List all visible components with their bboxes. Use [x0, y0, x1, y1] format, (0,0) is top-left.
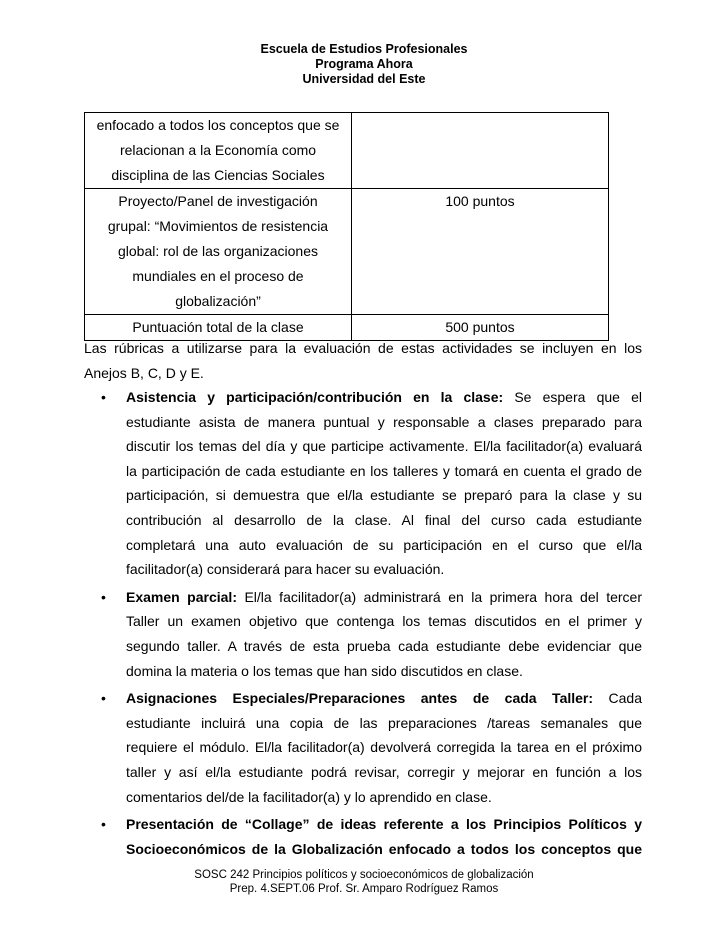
university-name: Universidad del Este — [302, 72, 426, 86]
item-text: El/la facilitador(a) administrará en la primera hora del tercer — [236, 588, 642, 605]
paragraph-line: Anejos B, C, D y E. — [84, 364, 204, 381]
list-item — [84, 686, 642, 809]
document-footer — [0, 868, 728, 896]
program-name: Programa Ahora — [315, 57, 413, 71]
grading-table — [84, 112, 609, 341]
paragraph-line: contribución al desarrollo de la clase. Al final del curso cada estudiante — [126, 511, 642, 528]
item-title: Socioeconómicos de la Globalización enfocado a todos los conceptos que — [126, 840, 642, 857]
item-title: Presentación de “Collage” de ideas referente a los Principios Políticos y — [126, 816, 642, 833]
item-title: Asignaciones Especiales/Preparaciones antes de cada Taller: — [126, 690, 594, 707]
activity-line: global: rol de las organizaciones — [117, 243, 318, 259]
school-name: Escuela de Estudios Profesionales — [260, 42, 468, 56]
prepared-by: Prep. 4.SEPT.06 Prof. Sr. Amparo Rodríguez Ramos — [229, 883, 499, 895]
activity-line: relacionan a la Economía como — [119, 142, 317, 158]
paragraph-line: taller y así el/la estudiante podrá revisar, corregir y mejorar en función a los — [126, 763, 642, 780]
points-cell — [352, 113, 609, 189]
paragraph-line: Las rúbricas a utilizarse para la evaluación de estas actividades se incluyen en los — [84, 340, 642, 356]
item-text: Cada — [593, 690, 643, 707]
points-cell: 100 puntos — [352, 189, 609, 315]
paragraph-line: requiere el módulo. El/la facilitador(a) devolverá corregida la tarea en el próximo — [126, 739, 642, 756]
table-row — [85, 113, 609, 189]
paragraph-line — [126, 812, 642, 837]
bullet-icon: • — [101, 690, 106, 707]
paragraph-line: estudiante asista de manera puntual y responsable a clases preparado para — [126, 413, 642, 430]
list-item — [84, 385, 642, 582]
points-cell: 500 puntos — [352, 315, 609, 341]
paragraph-line — [126, 385, 642, 410]
paragraph-line — [126, 686, 642, 711]
paragraph-line — [126, 837, 642, 862]
intro-paragraph — [84, 336, 642, 385]
activity-line: disciplina de las Ciencias Sociales — [111, 167, 325, 183]
activity-cell — [85, 189, 352, 315]
activity-line: enfocado a todos los conceptos que se — [96, 117, 340, 133]
table-row — [85, 189, 609, 315]
activity-cell — [85, 113, 352, 189]
course-name: SOSC 242 Principios políticos y socioeconómicos de globalización — [194, 869, 534, 881]
paragraph-line: Taller un examen objetivo que contenga los temas discutidos en el primer y — [126, 613, 642, 630]
activity-line: mundiales en el proceso de — [132, 268, 304, 284]
paragraph-line: comentarios del/de la facilitador(a) y lo aprendido en clase. — [126, 788, 492, 805]
bullet-icon: • — [101, 588, 106, 605]
evaluation-list — [84, 385, 642, 864]
paragraph-line: segundo taller. A través de esta prueba cada estudiante debe evidenciar que — [126, 637, 642, 654]
item-title: Asistencia y participación/contribución en la clase: — [126, 389, 504, 405]
document-header — [0, 42, 728, 87]
list-item — [84, 585, 642, 683]
activity-line: grupal: “Movimientos de resistencia — [107, 218, 329, 234]
item-title: Examen parcial: — [126, 588, 237, 605]
paragraph-line: participación, si demuestra que el/la estudiante se preparó para la clase y su — [126, 487, 642, 504]
activity-line: globalización” — [175, 293, 261, 309]
paragraph-line: discutir los temas del día y que participe activamente. El/la facilitador(a) evaluará — [126, 438, 642, 455]
bullet-icon: • — [101, 389, 106, 405]
paragraph-line — [126, 585, 642, 610]
activity-line: Puntuación total de la clase — [132, 319, 304, 335]
bullet-icon: • — [101, 816, 106, 833]
item-text: Se espera que el — [503, 389, 642, 405]
list-item — [84, 812, 642, 861]
paragraph-line: domina la materia o los temas que han sido discutidos en clase. — [126, 662, 523, 679]
activity-line: Proyecto/Panel de investigación — [118, 193, 318, 209]
paragraph-line: la participación de cada estudiante en los talleres y tomará en cuenta el grado de — [126, 462, 642, 479]
paragraph-line: facilitador(a) considerará para hacer su evaluación. — [126, 561, 445, 578]
paragraph-line: estudiante incluirá una copia de las preparaciones /tareas semanales que — [126, 714, 642, 731]
paragraph-line: completará una auto evaluación de su participación en el curso que el/la — [126, 536, 642, 553]
